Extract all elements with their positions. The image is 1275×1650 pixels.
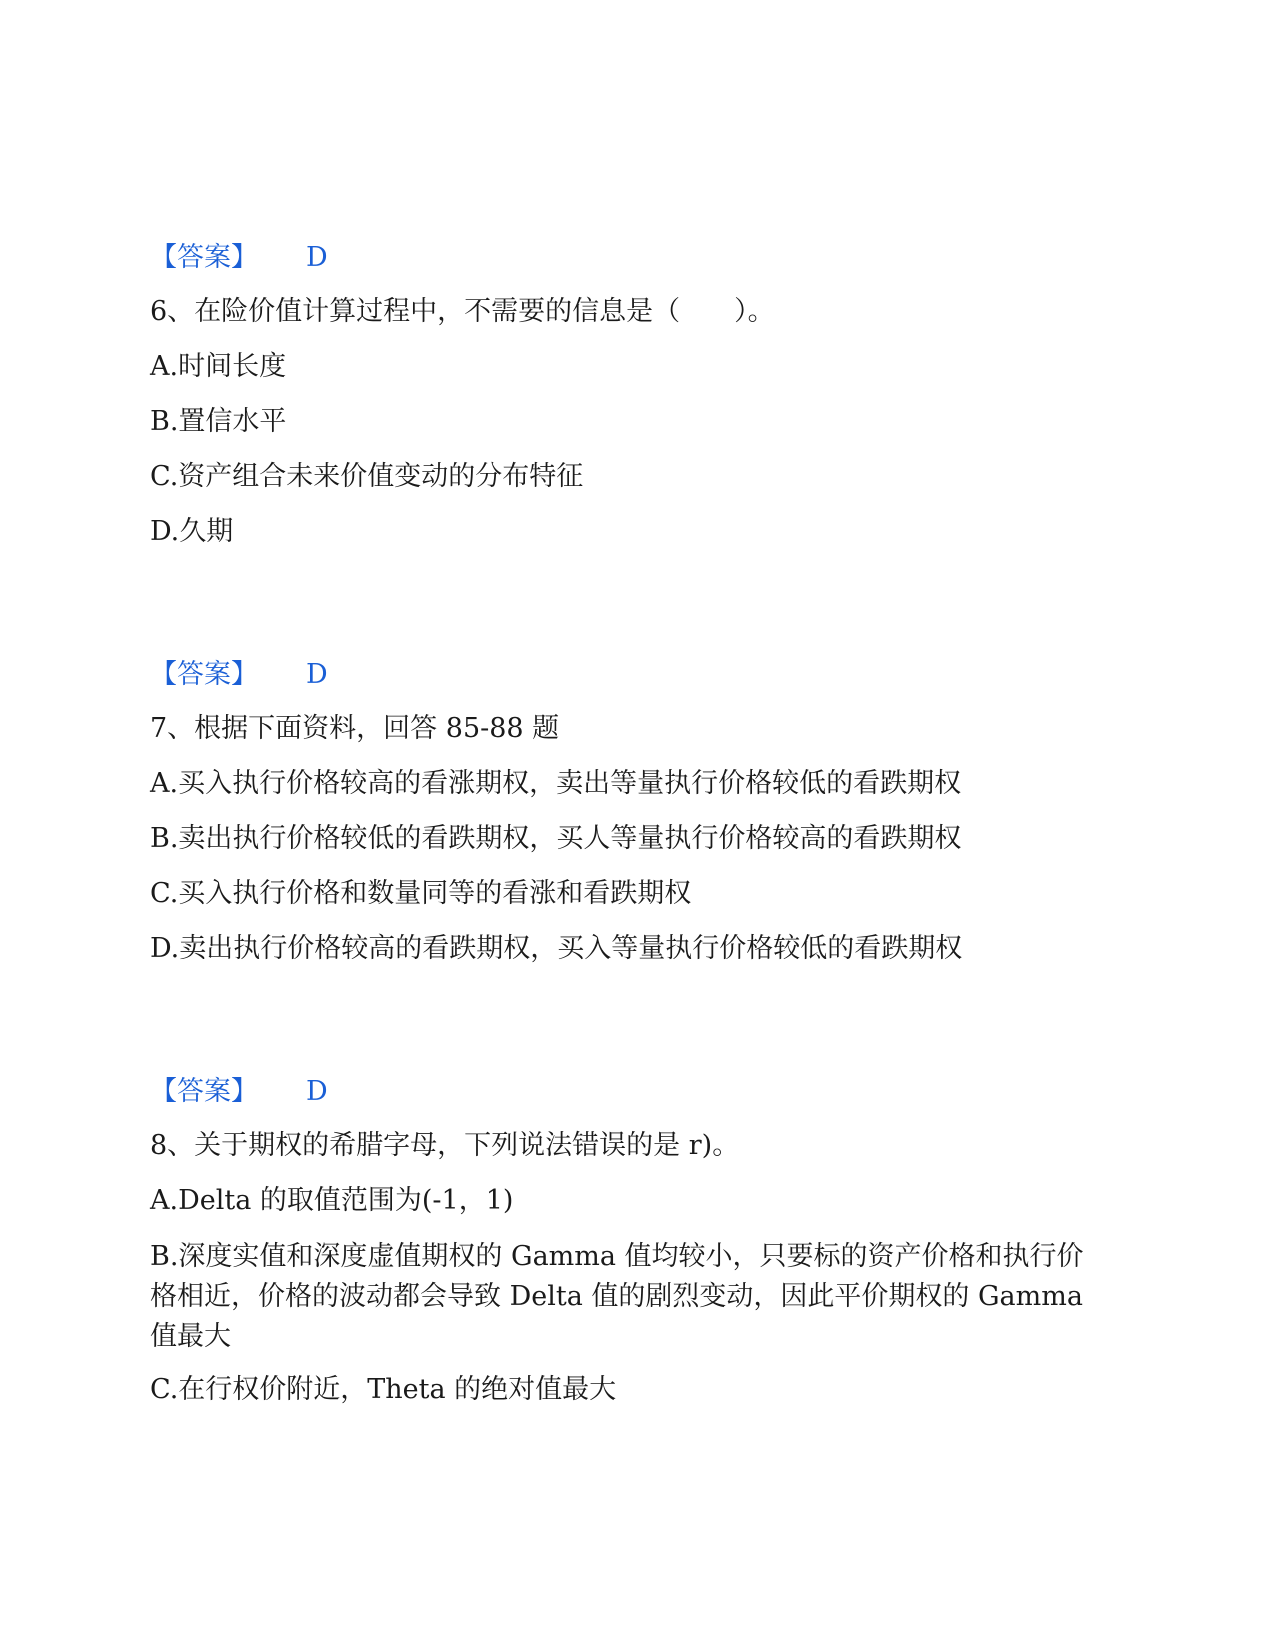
answer-label: 【答案】 [150,1076,258,1107]
question-8-option-b: B.深度实值和深度虚值期权的 Gamma 值均较小，只要标的资产价格和执行价格相近，价格的波动都会导致 Delta 值的剧烈变动，因此平价期权的 Gamma 值最大 [150,1241,1084,1352]
question-6-option-c: C.资产组合未来价值变动的分布特征 [150,461,584,492]
question-6-text: 6、在险价值计算过程中，不需要的信息是（ ）。 [150,296,775,327]
question-7-text: 7、根据下面资料，回答 85-88 题 [150,713,560,744]
question-8-option-c: C.在行权价附近，Theta 的绝对值最大 [150,1374,617,1405]
question-6-option-b: B.置信水平 [150,406,287,437]
question-7-option-d: D.卖出执行价格较高的看跌期权，买入等量执行价格较低的看跌期权 [150,933,963,964]
question-7-option-b: B.卖出执行价格较低的看跌期权，买人等量执行价格较高的看跌期权 [150,823,962,854]
question-8-option-a: A.Delta 的取值范围为(-1，1) [150,1185,514,1216]
answer-line [150,1072,328,1112]
answer-line [150,655,328,695]
answer-value: D [306,1076,328,1107]
question-7-option-c: C.买入执行价格和数量同等的看涨和看跌期权 [150,878,692,909]
question-7-option-a: A.买入执行价格较高的看涨期权，卖出等量执行价格较低的看跌期权 [150,768,962,799]
question-6-option-a: A.时间长度 [150,351,287,382]
answer-value: D [306,659,328,690]
question-6-option-d: D.久期 [150,516,234,547]
answer-value: D [306,242,328,273]
question-8-text: 8、关于期权的希腊字母，下列说法错误的是 r)。 [150,1130,740,1161]
answer-label: 【答案】 [150,659,258,690]
answer-label: 【答案】 [150,242,258,273]
answer-line [150,238,328,278]
